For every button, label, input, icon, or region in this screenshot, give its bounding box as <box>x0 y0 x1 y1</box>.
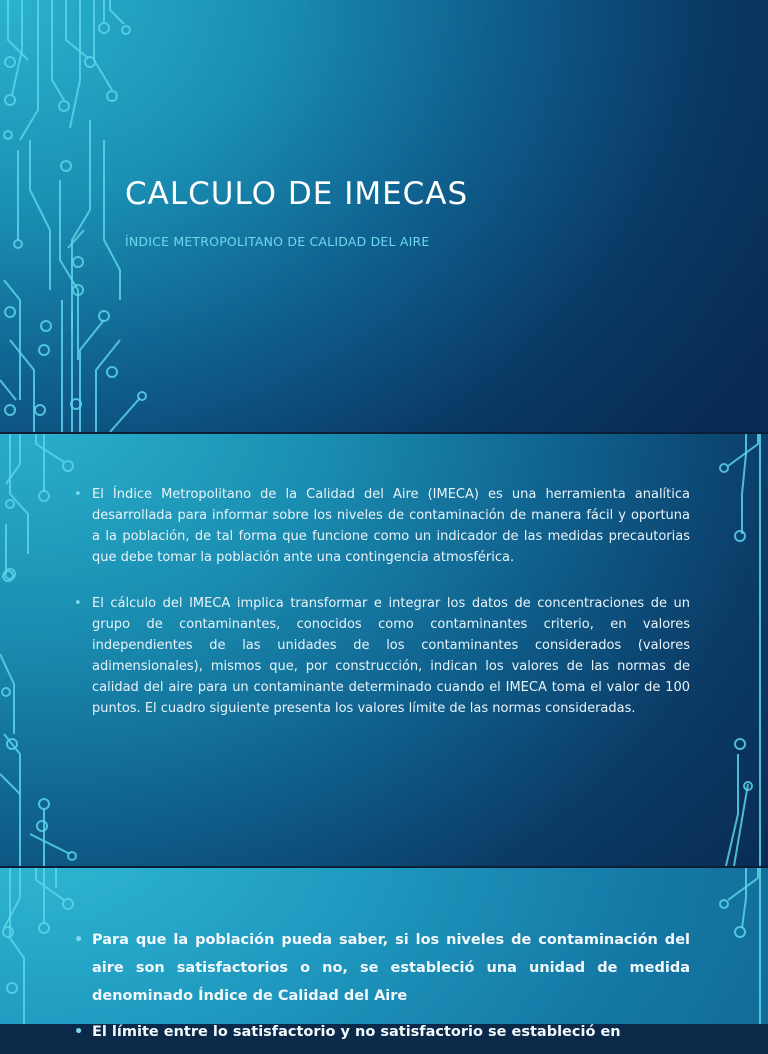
circuit-decoration-left <box>0 868 80 1024</box>
circuit-decoration <box>0 0 160 432</box>
circuit-decoration-right <box>698 868 768 1024</box>
circuit-decoration-right <box>698 434 768 866</box>
bullet-item: • El cálculo del IMECA implica transformar e integrar los datos de concentraciones de un grupo de contaminantes, conocidos como contaminantes criterio, en valores independientes de las unidades de los contaminantes considerados (valores adimensionales), mismos que, por construcción, indican los valores de las normas de calidad del aire para un contaminante determinado cuando el IMECA toma el valor de 100 puntos. El cuadro siguiente presenta los valores límite de las normas consideradas. <box>74 593 690 719</box>
circuit-decoration-left <box>0 434 80 866</box>
slide-title: CALCULO DE IMECAS <box>125 176 469 212</box>
bullet-list <box>74 484 690 744</box>
title-slide <box>0 0 768 432</box>
bullet-item: • El Índice Metropolitano de la Calidad del Aire (IMECA) es una herramienta analítica desarrollada para informar sobre los niveles de contaminación de manera fácil y oportuna a la población, de tal forma que funcione como un indicador de las medidas precautorias que debe tomar la población ante una contingencia atmosférica. <box>74 484 690 568</box>
content-slide-2 <box>0 868 768 1040</box>
bullet-list <box>74 926 690 1054</box>
bullet-item: • El límite entre lo satisfactorio y no satisfactorio se estableció en <box>74 1018 690 1046</box>
content-slide-1 <box>0 434 768 866</box>
bullet-item: • Para que la población pueda saber, si los niveles de contaminación del aire son satisfactorios o no, se estableció una unidad de medida denominado Índice de Calidad del Aire <box>74 926 690 1010</box>
slide-subtitle: ÍNDICE METROPOLITANO DE CALIDAD DEL AIRE <box>125 234 430 249</box>
